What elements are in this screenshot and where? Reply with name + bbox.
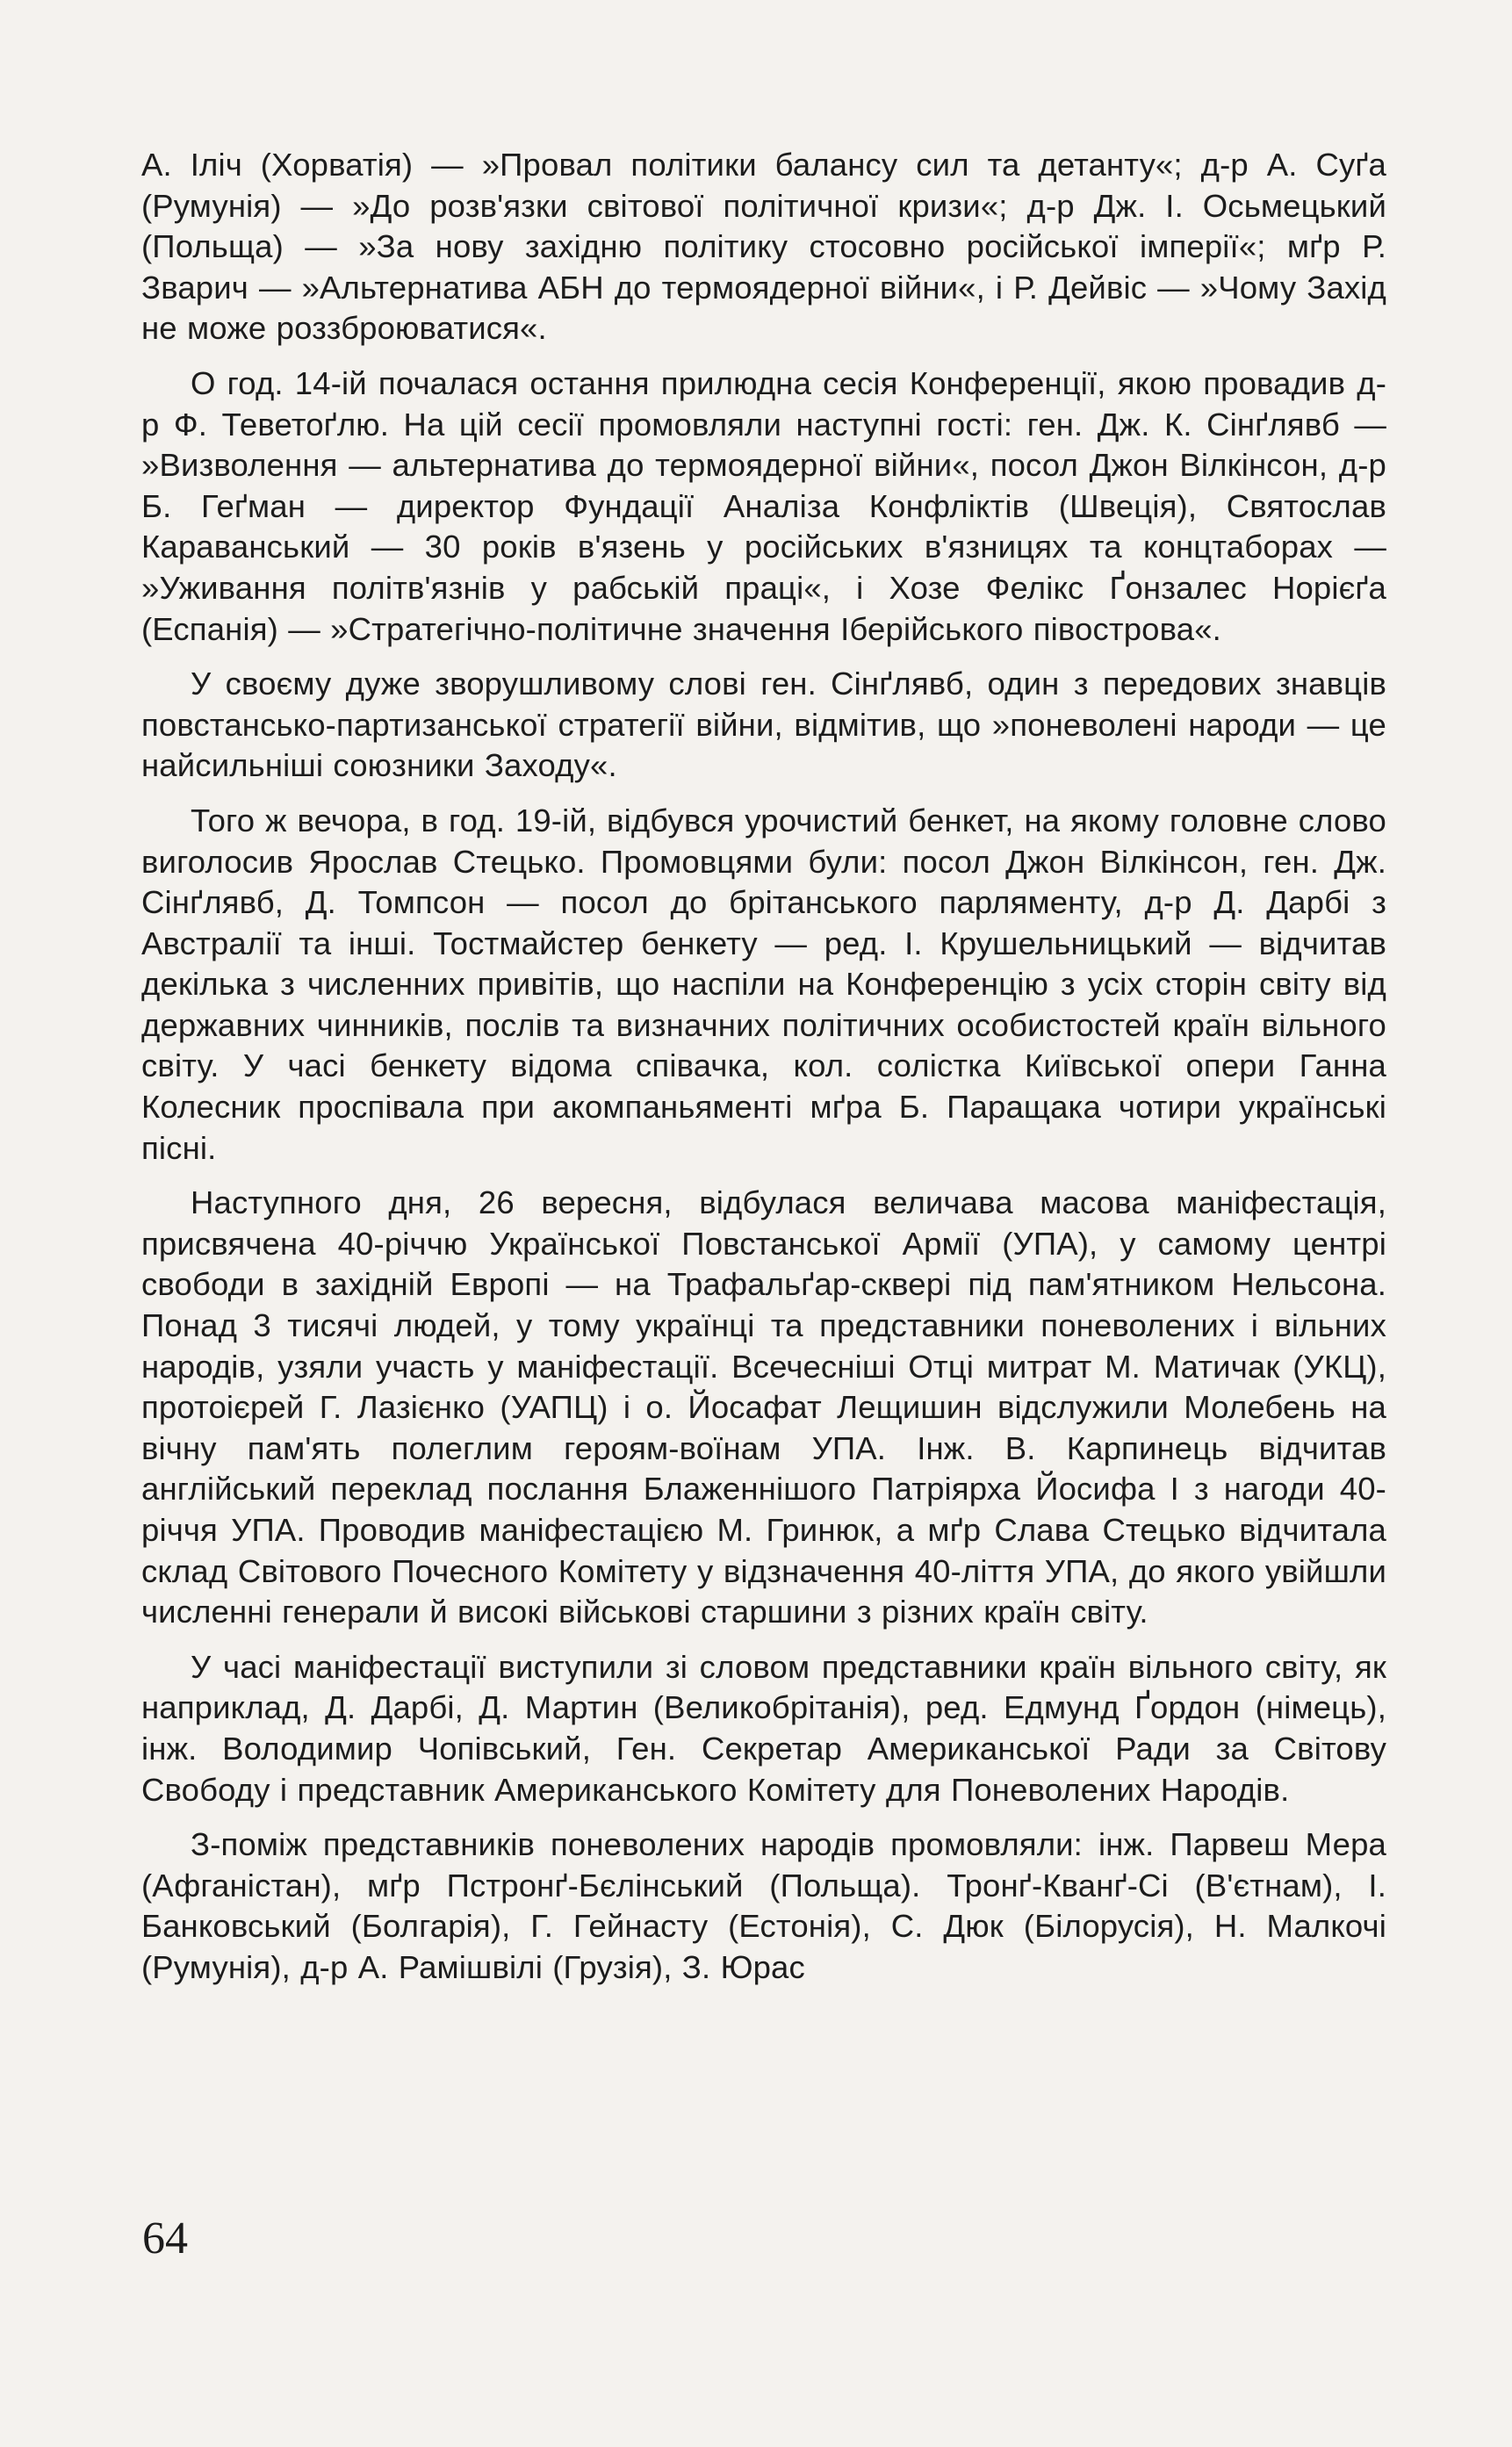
page-number: 64 bbox=[142, 2213, 188, 2263]
paragraph-4: Того ж вечора, в год. 19-ій, відбувся урочистий бенкет, на якому головне слово виголосив Ярослав Стецько. Промовцями були: посол Джон Вілкінсон, ген. Дж. Сінґлявб, Д. Томпсон — посол до брітанського парляменту, д-р Д. Дарбі з Австралії та інші. Тостмайстер бенкету — ред. І. Крушельницький — відчитав декілька з численних привітів, що наспіли на Конференцію з усіх сторін світу від державних чинників, послів та визначних політичних особистостей країн вільного світу. У часі бенкету відома співачка, кол. солістка Київської опери Ганна Колесник проспівала при акомпаньяменті мґра Б. Паращака чотири українські пісні. bbox=[141, 802, 1386, 1166]
paragraph-1: А. Іліч (Хорватія) — »Провал політики балансу сил та детанту«; д-р А. Суґа (Румунія) — »До розв'язки світової політичної кризи«; д-р Дж. І. Осьмецький (Польща) — »За нову західню політику стосовно російської імперії«; мґр Р. Зварич — »Альтернатива АБН до термоядерної війни«, і Р. Дейвіс — »Чому Захід не може роззброюватися«. bbox=[141, 147, 1386, 347]
paragraph-5: Наступного дня, 26 вересня, відбулася величава масова маніфестація, присвячена 40-річчю Української Повстанської Армії (УПА), у самому центрі свободи в західній Европі — на Трафальґар-сквері під пам'ятником Нельсона. Понад 3 тисячі людей, у тому українці та представники поневолених і вільних народів, узяли участь у маніфестації. Всечесніші Отці митрат М. Матичак (УКЦ), протоієрей Г. Лазієнко (УАПЦ) і о. Йосафат Лещишин відслужили Молебень на вічну пам'ять полеглим героям-воїнам УПА. Інж. В. Карпинець відчитав англійський переклад послання Блаженнішого Патріярха Йосифа І з нагоди 40-річчя УПА. Проводив маніфестацією М. Гринюк, а мґр Слава Стецько відчитала склад Світового Почесного Комітету у відзначення 40-ліття УПА, до якого увійшли численні генерали й високі військові старшини з різних країн світу. bbox=[141, 1184, 1386, 1630]
paragraph-2: О год. 14-ій почалася остання прилюдна сесія Конференції, якою провадив д-р Ф. Теветоґлю. На цій сесії промовляли наступні гості: ген. Дж. К. Сінґлявб — »Визволення — альтернатива до термоядерної війни«, посол Джон Вілкінсон, д-р Б. Геґман — директор Фундації Аналіза Конфліктів (Швеція), Святослав Караванський — 30 років в'язень у російських в'язницях та концтаборах — »Уживання політв'язнів у рабській праці«, і Хозе Фелікс Ґонзалес Норієґа (Еспанія) — »Стратегічно-політичне значення Іберійського півострова«. bbox=[141, 364, 1386, 647]
body-text bbox=[141, 145, 1386, 1989]
paragraph-6: У часі маніфестації виступили зі словом представники країн вільного світу, як наприклад, Д. Дарбі, Д. Мартин (Великобрітанія), ред. Едмунд Ґордон (німець), інж. Володимир Чопівський, Ген. Секретар Американської Ради за Світову Свободу і представник Американського Комітету для Поневолених Народів. bbox=[141, 1648, 1386, 1808]
paragraph-7: З-поміж представників поневолених народів промовляли: інж. Парвеш Мера (Афганістан), мґр Пстронґ-Бєлінський (Польща). Тронґ-Кванґ-Сі (В'єтнам), І. Банковський (Болгарія), Г. Гейнасту (Естонія), С. Дюк (Білорусія), Н. Малкочі (Румунія), д-р А. Рамішвілі (Грузія), З. Юрас bbox=[141, 1826, 1386, 1985]
paragraph-3: У своєму дуже зворушливому слові ген. Сінґлявб, один з передових знавців повстансько-партизанської стратегії війни, відмітив, що »поневолені народи — це найсильніші союзники Заходу«. bbox=[141, 666, 1386, 784]
